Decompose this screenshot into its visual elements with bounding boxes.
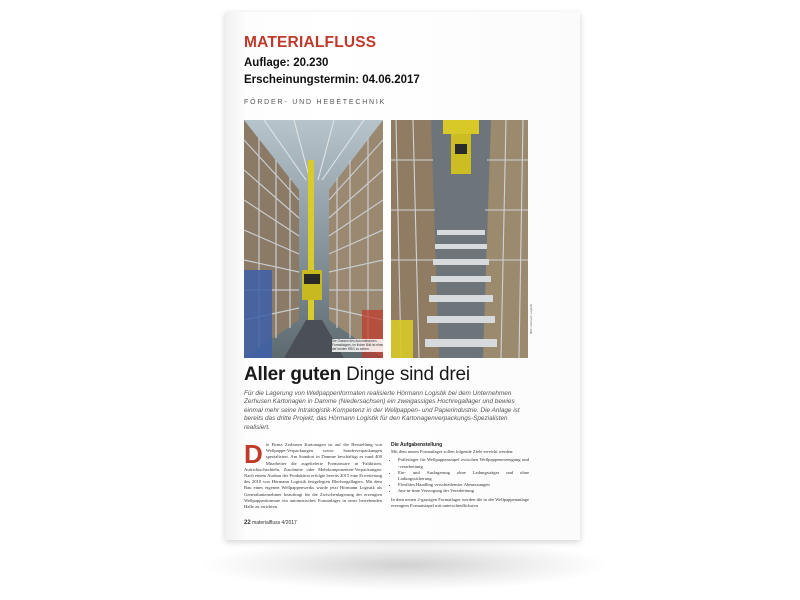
subheading: Die Aufgabenstellung (391, 442, 443, 448)
article-column-1 (244, 439, 382, 510)
page-footer (244, 520, 297, 526)
list-item: • Pufferlager für Wellpappenstapel zwischen Wellpappenerzeugung und -verarbeitung (398, 457, 529, 469)
body-text-col2: In dem neuen 2-gassigen Formatlager werden die in der Wellpappenanlage erzeugten Formatstapel mit unterschiedlichsten (391, 496, 529, 508)
issue-label: materialfluss 4/2017 (252, 520, 297, 526)
article-column-2 (391, 442, 529, 511)
page-number: 22 (244, 520, 251, 526)
magazine-page (225, 12, 580, 540)
headline-rest: Dinge sind drei (341, 364, 470, 385)
warehouse-aisle-photo (244, 120, 383, 358)
circulation: Auflage: 20.230 (244, 57, 329, 69)
release-date: Erscheinungstermin: 04.06.2017 (244, 74, 420, 86)
dropcap: D (244, 439, 263, 469)
goal-list (391, 457, 529, 494)
article-headline (244, 364, 470, 386)
list-item: • Just-in-time Versorgung der Verarbeitung (398, 488, 529, 494)
article-lead: Für die Lagerung von Wellpappenformaten realisierte Hörmann Logistik bei dem Unternehmen Zerhusen Kartonagen in Damme (Niedersachsen) ein zweigassiges Hochregallager und bewies einmal mehr seine Intralogistik-Kompetenz in der Wellpappen- und Papierindustrie. Die Anlage ist bereits das dritte Projekt, das Hörmann Logistik für den Kartonagenverpackungs-Spezialisten realisiert. (244, 390, 520, 431)
page-shadow (205, 540, 605, 590)
publication-name: MATERIALFLUSS (244, 34, 377, 51)
conveyor-photo (391, 120, 528, 358)
photo-credit: Bild: Hörmann Logistik (529, 304, 533, 335)
body-text-col1: ie Firma Zerhusen Kartonagen ist auf die Herstellung von Wellpappe-Verpackungen sowie Sonderverpackungen spezialisiert. Am Standort in Damme beschäftigt es rund 400 Mitarbeiter die zugelieferte Formatware in Faltkisten, Aufrichtschachteln, Zuschnitte oder Mehrkomponenten-Verpackungen. Nach einem Ausbau der Produktion erfolgte bereits 2015 eine Erweiterung des 2010 von Hörmann Logistik festgelegten Blechregallagers. Mit dem Bau eines eigenen Wellpappenwerks wurde jetzt Hörmann Logistik als Generalunternehmer beauftragt für die Zwischenlagerung der erzeugten Wellpappenformate ein automatisches Formatlager in einer bestehenden Halle zu errichten. (244, 442, 382, 510)
intro-text: Mit dem neuen Formatlager sollen folgende Ziele erreicht werden: (391, 449, 514, 455)
photo-caption: Die Gassen des Automatischen Formatlagers, im linken Bild ist einer der beiden RBG zu sehen. (332, 339, 384, 352)
list-item: • Ein- und Auslagerung ohne Ladungsträger und ohne Ladungssicherung (398, 470, 529, 482)
section-label: FÖRDER- UND HEBETECHNIK (244, 99, 387, 106)
headline-bold: Aller guten (244, 364, 342, 385)
list-item: • Flexibles Handling verschiedenster Abmessungen (398, 482, 529, 488)
